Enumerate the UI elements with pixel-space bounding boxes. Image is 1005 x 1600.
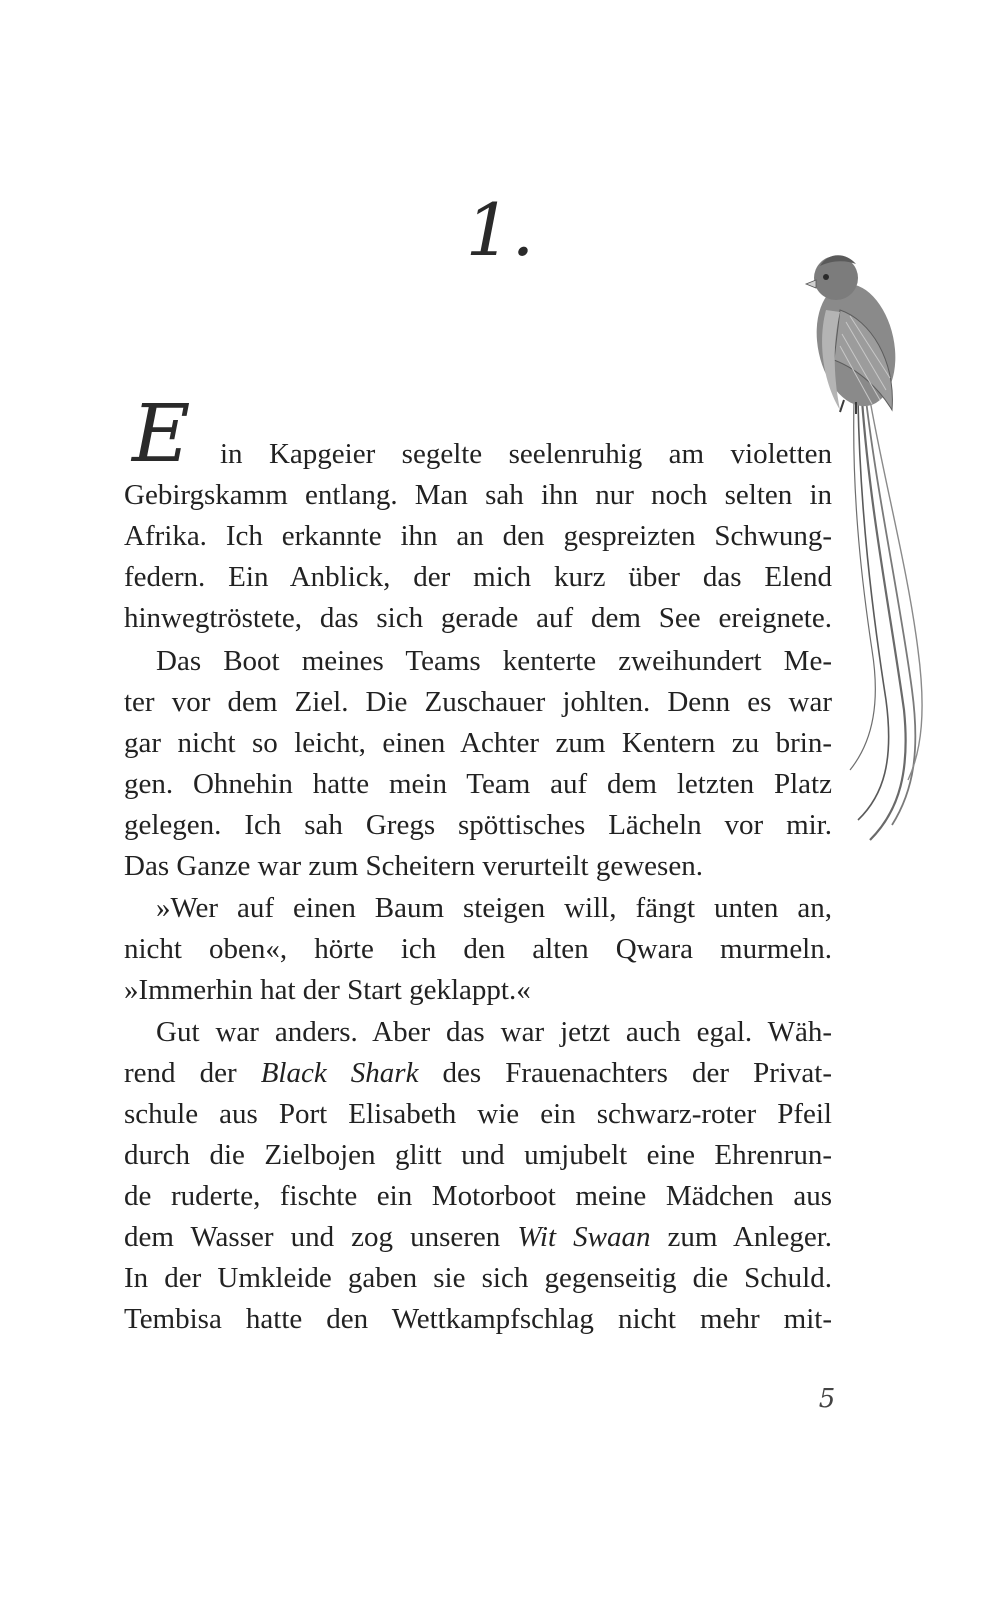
text-line-with-italic (124, 1057, 832, 1089)
text-line: Gebirgskamm entlang. Man sah ihn nur noch selten in (124, 479, 832, 511)
text-line: Gut war anders. Aber das war jetzt auch egal. Wäh- (156, 1016, 832, 1048)
boat-name-wit-swaan: Wit Swaan (517, 1221, 651, 1253)
text-line: Afrika. Ich erkannte ihn an den gespreizten Schwung- (124, 520, 832, 552)
text-line: nicht oben«, hörte ich den alten Qwara murmeln. (124, 933, 832, 965)
text-run: des Frauenachters der Privat- (442, 1057, 833, 1089)
chapter-number: 1. (465, 188, 535, 272)
drop-cap: E (132, 387, 191, 480)
text-line: de ruderte, fischte ein Motorboot meine Mädchen aus (124, 1180, 832, 1212)
text-line: gen. Ohnehin hatte mein Team auf dem letzten Platz (124, 768, 832, 800)
text-run: zum Anleger. (667, 1221, 833, 1253)
text-line: schule aus Port Elisabeth wie ein schwarz-roter Pfeil (124, 1098, 832, 1130)
text-run: dem Wasser und zog unseren (124, 1221, 501, 1253)
text-line: Das Boot meines Teams kenterte zweihundert Me- (156, 645, 832, 677)
text-line: In der Umkleide gaben sie sich gegenseitig die Schuld. (124, 1262, 832, 1294)
text-line: Das Ganze war zum Scheitern verurteilt gewesen. (124, 850, 703, 882)
text-line: ter vor dem Ziel. Die Zuschauer johlten. Denn es war (124, 686, 832, 718)
boat-name-black-shark: Black Shark (260, 1057, 419, 1089)
page-number: 5 (818, 1384, 836, 1414)
tail-feather (850, 400, 875, 770)
tail-feather (858, 400, 889, 820)
text-line: gelegen. Ich sah Gregs spöttisches Lächeln vor mir. (124, 809, 832, 841)
text-line: »Immerhin hat der Start geklappt.« (124, 974, 531, 1006)
text-line: hinwegtröstete, das sich gerade auf dem See ereignete. (124, 602, 832, 634)
text-line: federn. Ein Anblick, der mich kurz über das Elend (124, 561, 832, 593)
bird-eye (823, 274, 829, 280)
text-line: »Wer auf einen Baum steigen will, fängt unten an, (156, 892, 832, 924)
text-line: in Kapgeier segelte seelenruhig am violetten (220, 438, 832, 470)
text-line: gar nicht so leicht, einen Achter zum Kentern zu brin- (124, 727, 832, 759)
text-line: durch die Zielbojen glitt und umjubelt eine Ehrenrun- (124, 1139, 832, 1171)
bird-beak (806, 280, 816, 288)
bird-head (814, 256, 858, 300)
text-run: rend der (124, 1057, 237, 1089)
text-line-with-italic (124, 1221, 832, 1253)
text-line: Tembisa hatte den Wettkampfschlag nicht mehr mit- (124, 1303, 832, 1335)
